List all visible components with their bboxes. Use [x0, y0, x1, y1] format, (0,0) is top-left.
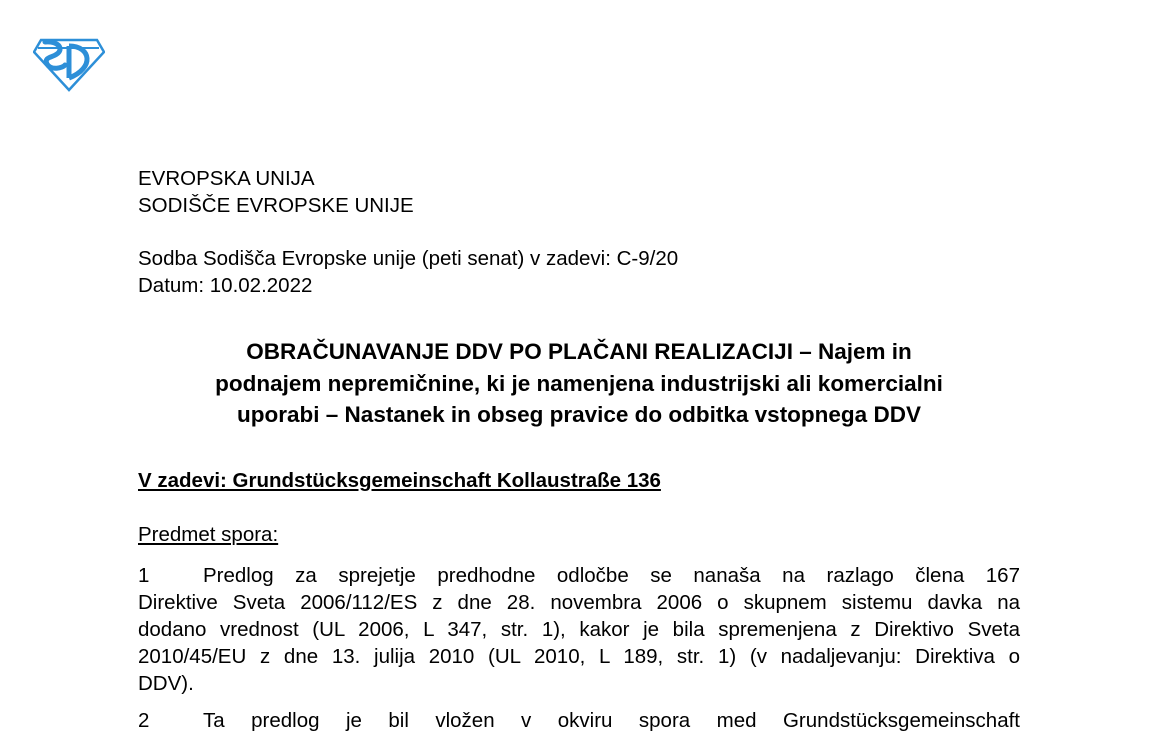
paragraph-line: 2010/45/EU z dne 13. julija 2010 (UL 2010, L 189, str. 1) (v nadaljevanju: Direktiva o — [138, 645, 1020, 668]
paragraph — [138, 707, 1020, 734]
paragraph — [138, 562, 1020, 697]
paragraph-line: dodano vrednost (UL 2006, L 347, str. 1), kakor je bila spremenjena z Direktivo Sveta — [138, 618, 1020, 641]
paragraph-line: 2 Ta predlog je bil vložen v okviru spora med Grundstücksgemeinschaft — [138, 709, 1020, 732]
paragraph-line: Direktive Sveta 2006/112/ES z dne 28. novembra 2006 o skupnem sistemu davka na — [138, 591, 1020, 614]
title-line: podnajem nepremičnine, ki je namenjena industrijski ali komercialni — [215, 370, 943, 396]
title-line: uporabi – Nastanek in obseg pravice do odbitka vstopnega DDV — [237, 402, 921, 427]
subject-heading: Predmet spora: — [138, 523, 279, 546]
paragraph-line: DDV). — [138, 672, 194, 695]
title-line: OBRAČUNAVANJE DDV PO PLAČANI REALIZACIJI – Najem in — [246, 339, 912, 364]
date-line: Datum: 10.02.2022 — [138, 274, 313, 297]
institution-line: EVROPSKA UNIJA — [138, 167, 315, 190]
logo — [33, 38, 105, 92]
court-line: SODIŠČE EVROPSKE UNIJE — [138, 194, 414, 217]
diamond-sd-logo-icon — [33, 38, 105, 92]
paragraph-number: 1 — [138, 564, 150, 587]
document-title — [130, 336, 1028, 431]
matter-heading: V zadevi: Grundstücksgemeinschaft Kollaustraße 136 — [138, 469, 661, 492]
paragraph-line: 1 Predlog za sprejetje predhodne odločbe se nanaša na razlago člena 167 — [138, 564, 1020, 587]
judgment-line: Sodba Sodišča Evropske unije (peti senat) v zadevi: C-9/20 — [138, 247, 679, 270]
paragraph-number: 2 — [138, 709, 150, 732]
